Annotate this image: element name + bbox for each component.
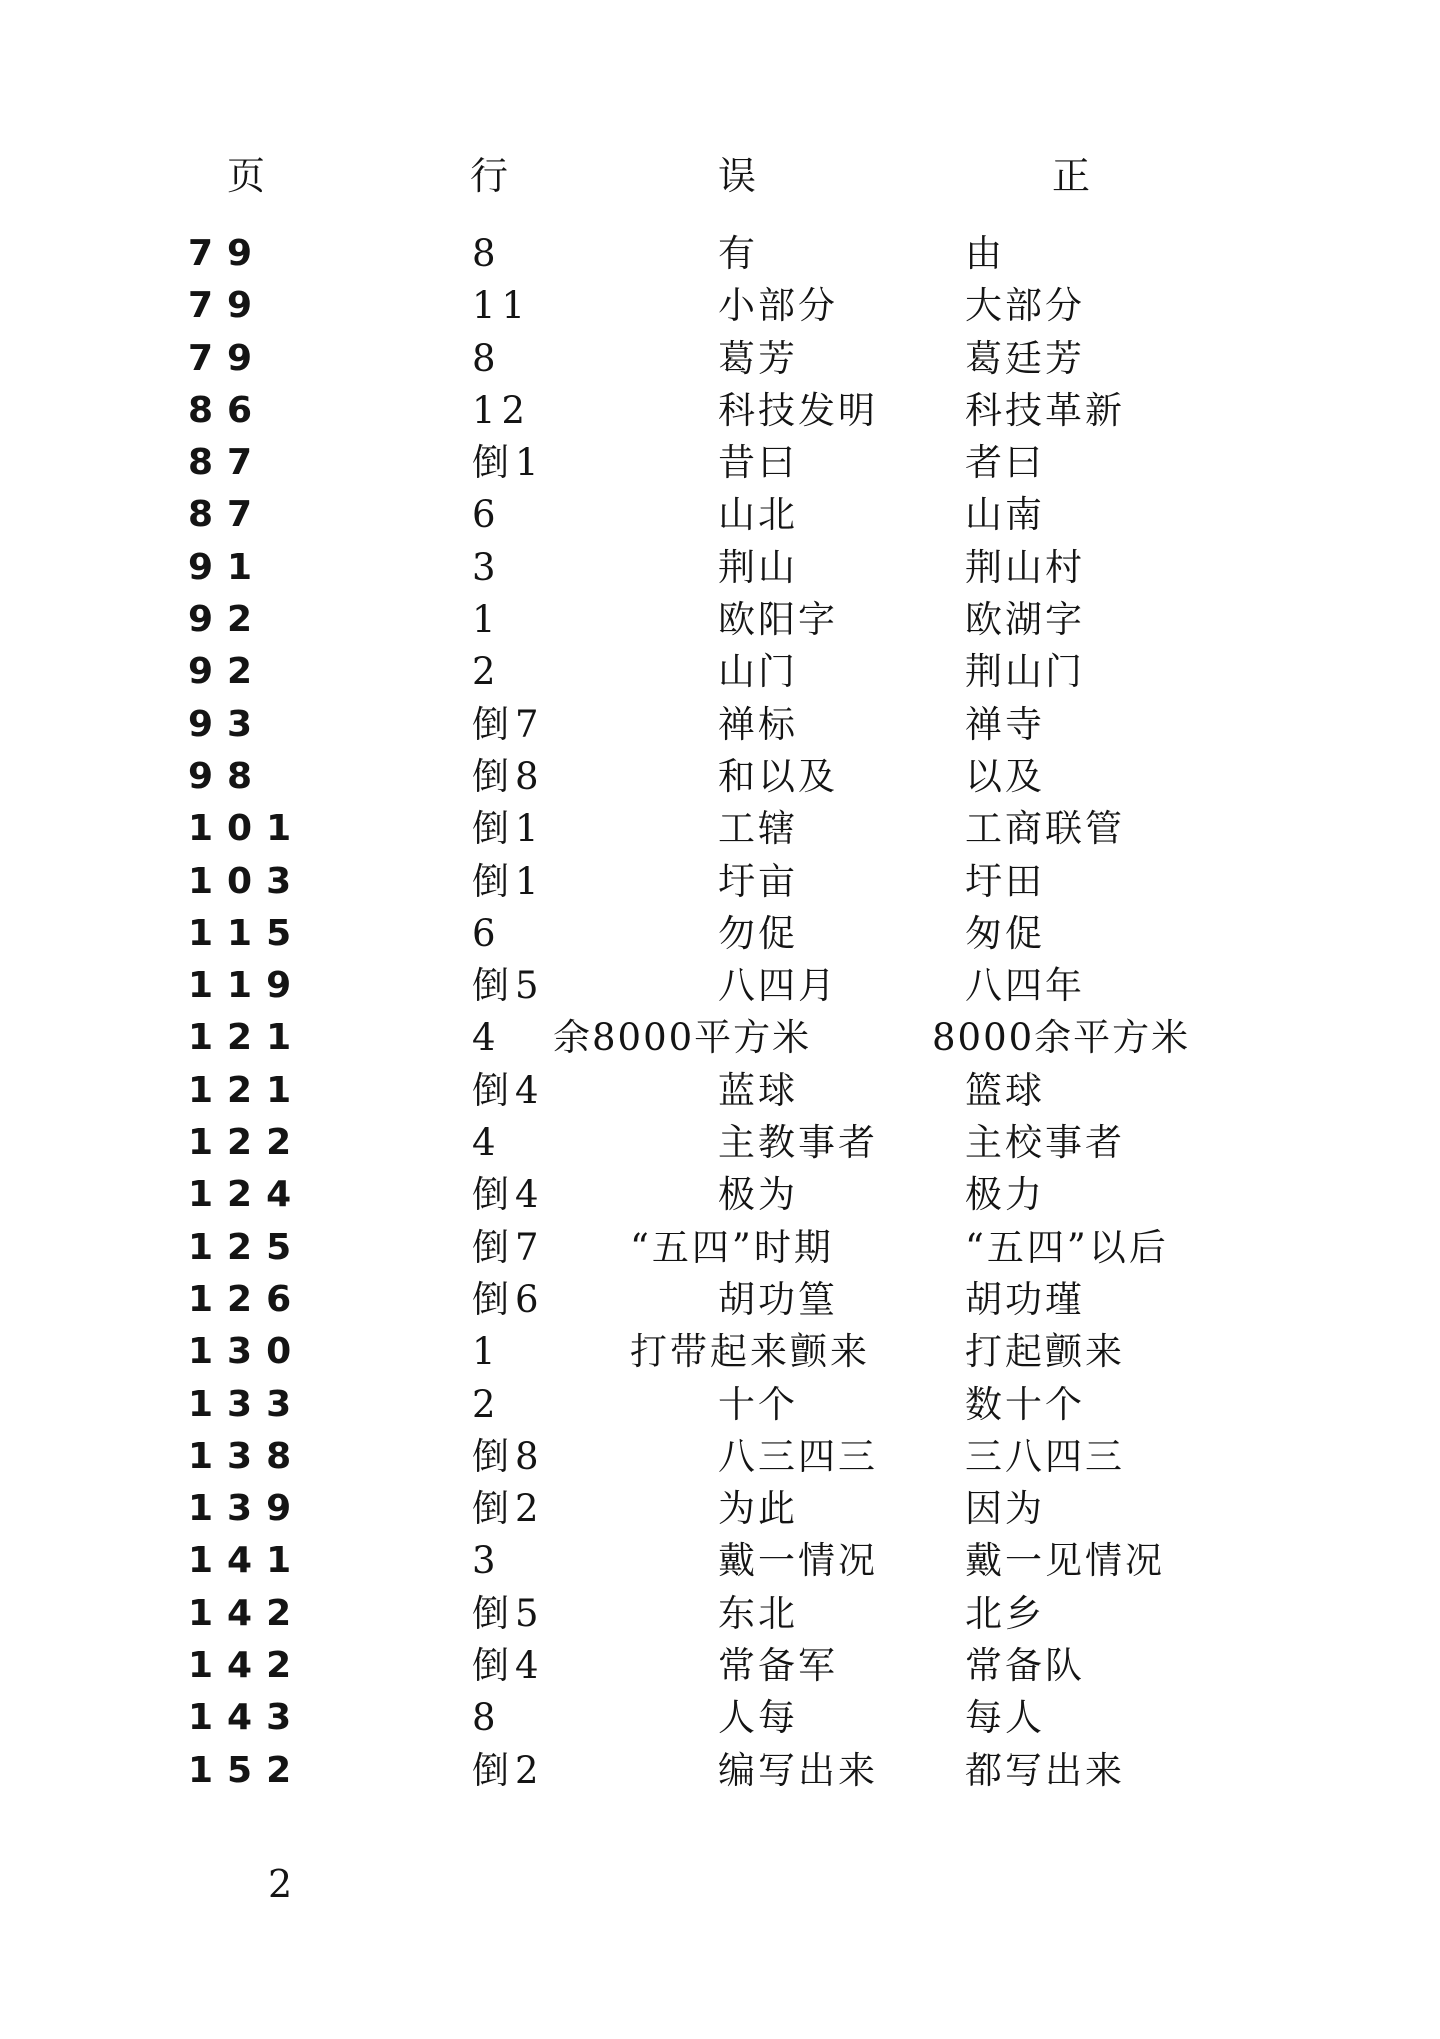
row-correct-text: 以及 — [965, 754, 1045, 798]
row-line: 8 — [472, 336, 502, 380]
row-page: 79 — [188, 233, 267, 274]
row-line: 倒5 — [472, 1591, 545, 1635]
errata-row — [0, 751, 1440, 803]
row-wrong-text: 打带起来颤来 — [630, 1330, 870, 1374]
row-correct-text: 圩田 — [965, 859, 1045, 903]
row-page: 130 — [188, 1331, 306, 1373]
errata-row — [0, 1640, 1440, 1692]
header-wrong: 误 — [718, 154, 757, 198]
row-page: 79 — [188, 337, 267, 379]
row-correct-text: 荆山门 — [965, 650, 1085, 694]
row-page: 92 — [188, 651, 267, 693]
row-page: 121 — [188, 1069, 306, 1111]
row-line: 倒4 — [472, 1068, 545, 1112]
row-correct-text: 每人 — [965, 1696, 1045, 1740]
row-line: 倒1 — [472, 807, 545, 851]
row-page: 126 — [188, 1278, 306, 1320]
row-wrong-text: 胡功篁 — [718, 1277, 838, 1321]
row-page: 101 — [188, 808, 306, 850]
row-line: 3 — [472, 545, 502, 589]
row-wrong-text: 东北 — [718, 1591, 798, 1635]
row-wrong-text: 十个 — [718, 1382, 798, 1426]
row-wrong-text: 欧阳字 — [718, 598, 838, 642]
row-wrong-text: 昔曰 — [718, 441, 798, 485]
errata-row — [0, 1379, 1440, 1431]
row-correct-text: 篮球 — [965, 1068, 1045, 1112]
header-page: 页 — [227, 154, 266, 198]
errata-row — [0, 333, 1440, 385]
row-correct-text: 因为 — [965, 1487, 1045, 1531]
row-wrong-text: 为此 — [718, 1487, 798, 1531]
row-correct-text: 八四年 — [965, 964, 1085, 1008]
row-line: 4 — [472, 1016, 502, 1060]
errata-row — [0, 542, 1440, 594]
row-wrong-text: 山北 — [718, 493, 798, 537]
row-wrong-text: 勿促 — [718, 911, 798, 955]
row-line: 倒1 — [472, 859, 545, 903]
errata-row — [0, 1117, 1440, 1169]
row-page: 141 — [188, 1540, 306, 1582]
row-correct-text: 匆促 — [965, 911, 1045, 955]
row-page: 87 — [188, 442, 267, 484]
errata-row — [0, 1274, 1440, 1326]
row-page: 122 — [188, 1122, 306, 1164]
row-line: 1 — [472, 598, 502, 642]
errata-row — [0, 437, 1440, 489]
errata-row — [0, 1065, 1440, 1117]
row-page: 142 — [188, 1645, 306, 1687]
errata-row — [0, 1745, 1440, 1797]
row-line: 8 — [472, 1696, 502, 1740]
row-wrong-text: 荆山 — [718, 545, 798, 589]
row-correct-text: 山南 — [965, 493, 1045, 537]
row-line: 8 — [472, 232, 502, 275]
row-page: 152 — [188, 1749, 306, 1791]
row-wrong-text: 八三四三 — [718, 1434, 878, 1478]
row-wrong-text: 主教事者 — [718, 1121, 878, 1165]
errata-row — [0, 960, 1440, 1012]
errata-table — [0, 228, 1440, 1797]
row-page: 103 — [188, 860, 306, 902]
row-page: 87 — [188, 494, 267, 536]
row-correct-text: 由 — [965, 232, 1005, 275]
row-correct-text: 常备队 — [965, 1644, 1085, 1688]
row-page: 121 — [188, 1017, 306, 1059]
row-wrong-text: 常备军 — [718, 1644, 838, 1688]
row-line: 倒2 — [472, 1487, 545, 1531]
row-page: 138 — [188, 1435, 306, 1477]
errata-header-row — [0, 145, 1440, 198]
row-correct-text: 8000余平方米 — [932, 1016, 1191, 1060]
row-wrong-text: 有 — [718, 232, 758, 275]
row-wrong-text: 蓝球 — [718, 1068, 798, 1112]
row-wrong-text: 极为 — [718, 1173, 798, 1217]
row-correct-text: “五四”以后 — [965, 1225, 1169, 1269]
row-correct-text: 数十个 — [965, 1382, 1085, 1426]
row-wrong-text: 余8000平方米 — [553, 1016, 812, 1060]
row-wrong-text: 小部分 — [718, 284, 838, 328]
page-number: 2 — [268, 1862, 293, 1906]
row-line: 倒6 — [472, 1277, 545, 1321]
header-correct: 正 — [1052, 154, 1091, 198]
row-line: 倒4 — [472, 1173, 545, 1217]
errata-row — [0, 646, 1440, 698]
errata-row — [0, 385, 1440, 437]
errata-row — [0, 856, 1440, 908]
row-wrong-text: 禅标 — [718, 702, 798, 746]
row-line: 倒5 — [472, 964, 545, 1008]
row-correct-text: 工商联管 — [965, 807, 1125, 851]
row-correct-text: 胡功瑾 — [965, 1277, 1085, 1321]
errata-row — [0, 1692, 1440, 1744]
row-line: 倒2 — [472, 1748, 545, 1792]
row-wrong-text: 和以及 — [718, 754, 838, 798]
errata-row — [0, 1483, 1440, 1535]
row-wrong-text: 山门 — [718, 650, 798, 694]
row-page: 124 — [188, 1174, 306, 1216]
errata-row — [0, 803, 1440, 855]
row-page: 93 — [188, 703, 267, 745]
row-page: 125 — [188, 1226, 306, 1268]
row-wrong-text: “五四”时期 — [630, 1225, 834, 1269]
row-correct-text: 打起颤来 — [965, 1330, 1125, 1374]
row-correct-text: 科技革新 — [965, 388, 1125, 432]
errata-row — [0, 489, 1440, 541]
errata-row — [0, 594, 1440, 646]
row-line: 2 — [472, 1382, 502, 1426]
row-wrong-text: 工辖 — [718, 807, 798, 851]
errata-row — [0, 1535, 1440, 1587]
row-correct-text: 主校事者 — [965, 1121, 1125, 1165]
row-correct-text: 极力 — [965, 1173, 1045, 1217]
errata-row — [0, 699, 1440, 751]
row-wrong-text: 编写出来 — [718, 1748, 878, 1792]
errata-row — [0, 1326, 1440, 1378]
row-page: 142 — [188, 1592, 306, 1634]
row-line: 1 — [472, 1330, 502, 1374]
row-page: 79 — [188, 285, 267, 327]
errata-row — [0, 1222, 1440, 1274]
row-correct-text: 北乡 — [965, 1591, 1045, 1635]
row-correct-text: 大部分 — [965, 284, 1085, 328]
row-line: 4 — [472, 1121, 502, 1165]
row-page: 139 — [188, 1488, 306, 1530]
row-page: 143 — [188, 1697, 306, 1739]
row-line: 倒7 — [472, 1225, 545, 1269]
errata-row — [0, 1012, 1440, 1064]
row-line: 倒4 — [472, 1644, 545, 1688]
errata-row — [0, 228, 1440, 280]
row-wrong-text: 八四月 — [718, 964, 838, 1008]
row-line: 倒8 — [472, 1434, 545, 1478]
row-correct-text: 欧湖字 — [965, 598, 1085, 642]
row-line: 3 — [472, 1539, 502, 1583]
row-wrong-text: 葛芳 — [718, 336, 798, 380]
row-line: 倒1 — [472, 441, 545, 485]
row-line: 12 — [472, 388, 532, 432]
row-correct-text: 荆山村 — [965, 545, 1085, 589]
row-line: 6 — [472, 493, 502, 537]
row-correct-text: 三八四三 — [965, 1434, 1125, 1478]
row-page: 92 — [188, 599, 267, 641]
errata-row — [0, 1431, 1440, 1483]
row-correct-text: 者曰 — [965, 441, 1045, 485]
row-correct-text: 葛廷芳 — [965, 336, 1085, 380]
row-wrong-text: 戴一情况 — [718, 1539, 878, 1583]
row-page: 91 — [188, 546, 267, 588]
errata-row — [0, 1169, 1440, 1221]
row-line: 11 — [472, 284, 532, 328]
errata-row — [0, 1588, 1440, 1640]
row-wrong-text: 科技发明 — [718, 388, 878, 432]
row-page: 86 — [188, 389, 267, 431]
row-wrong-text: 圩亩 — [718, 859, 798, 903]
row-correct-text: 戴一见情况 — [965, 1539, 1165, 1583]
row-correct-text: 禅寺 — [965, 702, 1045, 746]
row-line: 2 — [472, 650, 502, 694]
row-correct-text: 都写出来 — [965, 1748, 1125, 1792]
row-page: 119 — [188, 965, 306, 1007]
row-page: 133 — [188, 1383, 306, 1425]
header-line: 行 — [470, 154, 509, 198]
row-page: 115 — [188, 912, 306, 954]
row-wrong-text: 人每 — [718, 1696, 798, 1740]
row-page: 98 — [188, 755, 267, 797]
errata-row — [0, 280, 1440, 332]
errata-row — [0, 908, 1440, 960]
row-line: 倒8 — [472, 754, 545, 798]
row-line: 6 — [472, 911, 502, 955]
row-line: 倒7 — [472, 702, 545, 746]
